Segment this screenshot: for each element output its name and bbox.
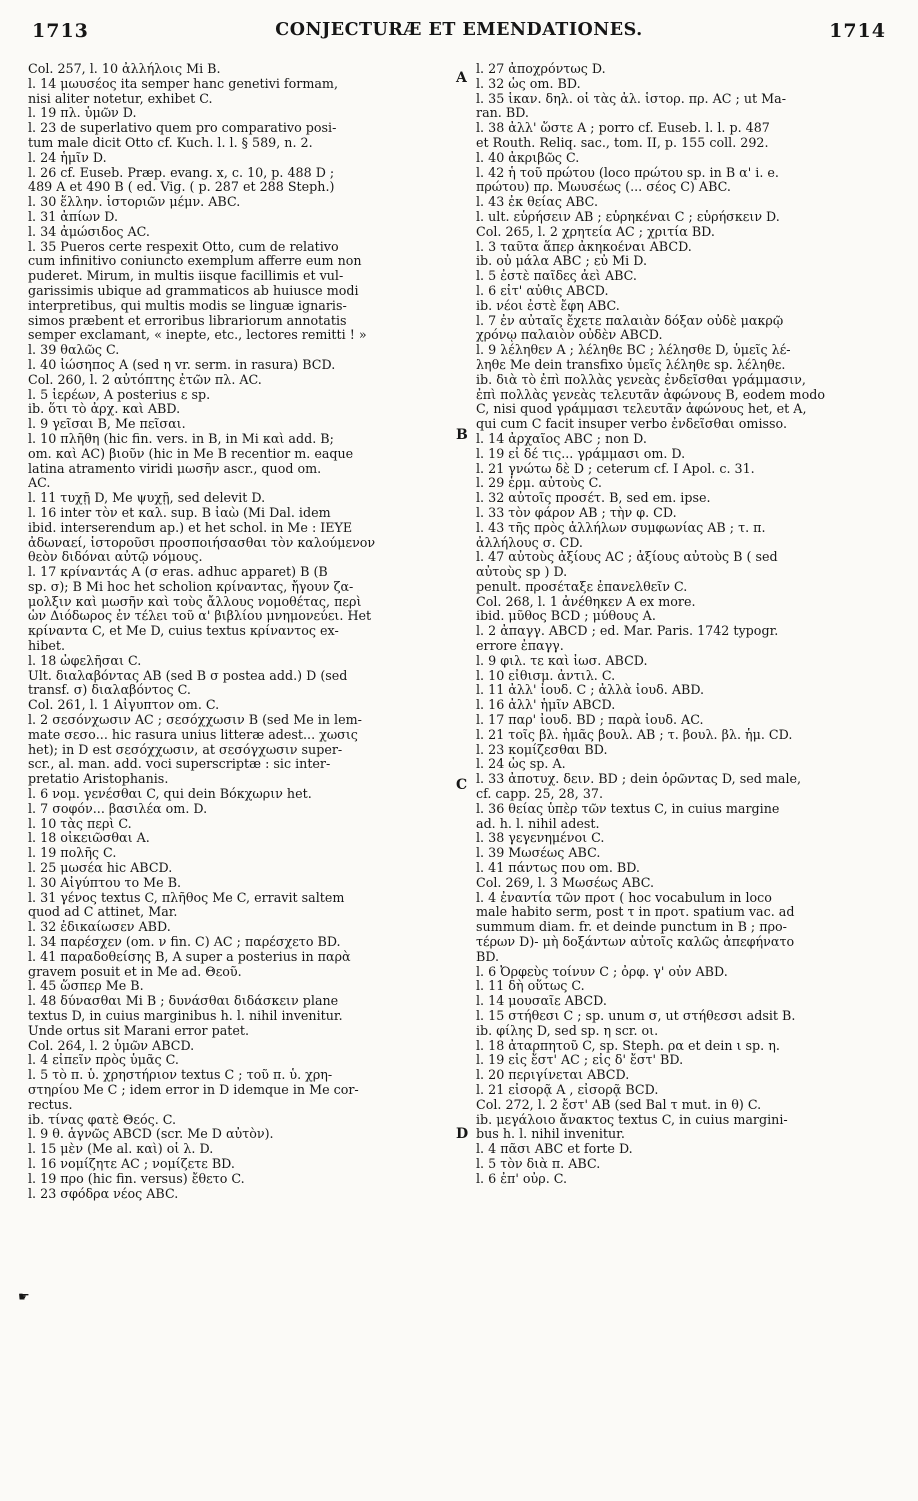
right-column-line: male habito serm, post τ in προτ. spatium vac. ad — [476, 905, 795, 920]
right-column-line: l. 16 ἀλλ' ἡμῖν ABCD. — [476, 698, 616, 713]
right-column-line: Col. 269, l. 3 Μωσέως ABC. — [476, 875, 655, 890]
left-column-line: textus D, in cuius marginibus h. l. nihil invenitur. — [28, 1009, 343, 1023]
right-column-line: πρώτου) πρ. Μωυσέως (... σέος C) ABC. — [476, 180, 731, 195]
right-column-line: χρόνῳ παλαιὸν οὐδὲν ABCD. — [476, 328, 663, 343]
right-column-line: et Routh. Reliq. sac., tom. II, p. 155 coll. 292. — [476, 135, 769, 150]
left-column-line: l. 9 θ. ἁγνῶς ABCD (scr. Me D αὐτὸν). — [28, 1127, 274, 1142]
right-column-line: l. 14 ἀρχαῖος ABC ; non D. — [476, 431, 647, 446]
right-column-line: l. 7 ἐν αὐταῖς ἔχετε παλαιὰν δόξαν οὐδὲ μακρῷ — [476, 313, 784, 328]
left-column-line: l. 11 τυχῇ D, Me ψυχῇ, sed delevit D. — [28, 491, 266, 506]
right-column-line: l. 17 παρ' ἰουδ. BD ; παρὰ ἰουδ. AC. — [476, 713, 704, 728]
right-column-line: l. 40 ἀκριβῶς C. — [476, 150, 580, 165]
left-column-line: Ult. διαλαβόντας AB (sed B σ postea add.) D (sed — [28, 668, 348, 683]
right-column-line: summum diam. fr. et deinde punctum in B ; προ- — [476, 920, 787, 935]
right-column-line: l. 32 αὐτοῖς προσέτ. B, sed em. ipse. — [476, 491, 711, 506]
left-text-column — [28, 62, 454, 1201]
right-column-line: l. 36 θείας ὑπὲρ τῶν textus C, in cuius margine — [476, 801, 780, 816]
left-column-line: gravem posuit et in Me ad. Θεοῦ. — [28, 964, 242, 979]
right-column-line: l. 18 ἀταρπητοῦ C, sp. Steph. ρα et dein ι sp. η. — [476, 1038, 780, 1053]
left-column-line: l. 45 ὥσπερ Me B. — [28, 979, 144, 994]
left-column-line: l. 9 γεῖσαι B, Me πεῖσαι. — [28, 417, 186, 432]
left-column-line: l. 19 πολῆς C. — [28, 846, 117, 861]
right-column-line: Col. 265, l. 2 χρητεία AC ; χριτία BD. — [476, 224, 715, 239]
right-column-line: errore ἐπαγγ. — [476, 639, 564, 654]
left-column-line: ibid. interserendum ap.) et het schol. in Me : ΙΕΥΕ — [28, 520, 353, 535]
right-column-line: l. 33 ἀποτυχ. δειν. BD ; dein ὁρῶντας D, sed male, — [476, 772, 802, 787]
left-column-line: l. 16 νομίζητε AC ; νομίζετε BD. — [28, 1156, 235, 1171]
page-number-left: 1713 — [32, 20, 89, 42]
right-column-line: l. 20 περιγίνεται ABCD. — [476, 1068, 630, 1083]
left-column-line: interpretibus, qui multis modis se linguæ ignaris- — [28, 298, 347, 313]
left-column-line: l. 40 ἰώσηπος A (sed η vr. serm. in rasura) BCD. — [28, 357, 336, 372]
right-column-line: l. 32 ὡς om. BD. — [476, 76, 581, 91]
right-column-line: ληθε Me dein transfixo ὑμεῖς λέληθε sp. λέληθε. — [476, 357, 786, 372]
right-column-line: l. 5 ἐστὲ παῖδες ἀεὶ ABC. — [476, 269, 637, 284]
left-column-line: Col. 260, l. 2 αὐτόπτης ἐτῶν πλ. AC. — [28, 372, 262, 387]
right-column-line: l. 6 ἐπ' οὐρ. C. — [476, 1171, 568, 1186]
right-column-line: l. 39 Μωσέως ABC. — [476, 846, 601, 861]
right-column-line: l. 15 στήθεσι C ; sp. unum σ, ut στήθεσσι adsit B. — [476, 1009, 796, 1023]
right-column-line: τέρων D)- μὴ δοξάντων αὐτοῖς καλῶς ἀπεφήνατο — [476, 935, 795, 950]
left-column-line: cum infinitivo coniuncto exemplum afferre eum non — [28, 254, 362, 269]
left-column-line: l. 6 νομ. γενέσθαι C, qui dein Βόκχωριν het. — [28, 787, 312, 802]
left-column-line: puderet. Mirum, in multis iisque facillimis et vul- — [28, 269, 344, 284]
left-column-line: l. 34 παρέσχεν (om. ν fin. C) AC ; παρέσχετο BD. — [28, 935, 341, 950]
left-column-line: l. 31 ἀπίων D. — [28, 209, 119, 224]
pointing-hand-icon: ☛ — [18, 1290, 30, 1305]
margin-letter-a: A — [456, 70, 467, 86]
left-column-line: l. 10 τὰς περὶ C. — [28, 816, 132, 831]
left-column-line: στηρίου Me C ; idem error in D idemque in Me cor- — [28, 1082, 359, 1097]
right-column-line: l. 9 λέληθεν A ; λέληθε BC ; λέλησθε D, ὑμεῖς λέ- — [476, 343, 791, 358]
left-column-line: latina atramento viridi μωσῆν ascr., quod om. — [28, 461, 322, 476]
right-column-line: l. 4 πᾶσι ABC et forte D. — [476, 1142, 633, 1157]
left-column-line: l. 17 κρίναντάς A (σ eras. adhuc apparet) B (B — [28, 565, 328, 580]
right-column-line: ἐπὶ πολλὰς γενεὰς τελευτᾶν ἀφώνους B, eodem modo — [476, 387, 825, 402]
left-column-line: l. 24 ἡμῖν D. — [28, 150, 107, 165]
right-column-line: l. 24 ὡς sp. A. — [476, 757, 566, 772]
left-column-line: het); in D est σεσόχχωσιν, at σεσόγχωσιν super- — [28, 742, 343, 757]
right-column-line: l. 38 ἀλλ' ὥστε A ; porro cf. Euseb. l. l. p. 487 — [476, 121, 770, 136]
right-column-line: l. 41 πάντως που om. BD. — [476, 861, 640, 876]
left-column-line: l. 35 Pueros certe respexit Otto, cum de relativo — [28, 239, 339, 254]
right-column-line: l. 2 ἀπαγγ. ABCD ; ed. Mar. Paris. 1742 typogr. — [476, 624, 779, 639]
right-column-line: cf. capp. 25, 28, 37. — [476, 787, 603, 802]
right-column-line: ἀλλήλους σ. CD. — [476, 535, 583, 550]
left-column-line: l. 15 μὲν (Me al. καὶ) οἱ λ. D. — [28, 1142, 214, 1157]
left-column-line: Unde ortus sit Marani error patet. — [28, 1023, 249, 1038]
right-column-line: l. 6 εἶτ' αὖθις ABCD. — [476, 283, 609, 298]
left-column-line: l. 7 σοφόν... βασιλέα om. D. — [28, 801, 208, 816]
left-column-line: quod ad C attinet, Mar. — [28, 905, 178, 920]
left-column-line: sp. σ); B Mi hoc het scholion κρίναντας, ἤγουν ζα- — [28, 579, 354, 594]
margin-letter-b: B — [456, 427, 468, 443]
left-column-line: l. 41 παραδοθείσης B, A super a posterius in παρὰ — [28, 949, 351, 964]
left-column-line: l. 16 inter τὸν et καλ. sup. B ἰαὼ (Mi Dal. idem — [28, 505, 331, 520]
margin-letter-c: C — [456, 777, 468, 793]
right-column-line: ib. μεγάλοιο ἄνακτος textus C, in cuius margini- — [476, 1112, 788, 1127]
right-column-line: ib. οὐ μάλα ABC ; εὖ Mi D. — [476, 254, 648, 269]
left-column-line: l. 19 προ (hic fin. versus) ἔθετο C. — [28, 1171, 245, 1186]
left-column-line: ἀδωναεί, ἱστοροῦσι προσποιήσασθαι τὸν καλούμενον — [28, 535, 376, 550]
right-column-line: l. 11 δὴ οὕτως C. — [476, 979, 585, 994]
left-column-line: l. 31 γένος textus C, πλῆθος Me C, erravit saltem — [28, 890, 345, 905]
left-column-line: l. 26 cf. Euseb. Præp. evang. x, c. 10, p. 488 D ; — [28, 165, 335, 180]
running-title: CONJECTURÆ ET EMENDATIONES. — [275, 20, 643, 40]
right-column-line: l. 14 μουσαῖε ABCD. — [476, 994, 607, 1009]
right-column-line: l. 4 ἐναντία τῶν προτ ( hoc vocabulum in loco — [476, 890, 772, 905]
page-number-right: 1714 — [829, 20, 886, 42]
left-column-line: ib. τίνας φατὲ Θεός. C. — [28, 1112, 177, 1127]
left-column-line: AC. — [28, 476, 51, 491]
left-column-line: l. 39 θαλῶς C. — [28, 343, 120, 358]
left-column-line: ib. ὅτι τὸ ἀρχ. καὶ ABD. — [28, 402, 181, 417]
right-column-line: l. 43 τῆς πρὸς ἀλλήλων συμφωνίας AB ; τ. π. — [476, 520, 766, 535]
left-column-line: l. 19 πλ. ὑμῶν D. — [28, 106, 137, 121]
left-column-line: nisi aliter notetur, exhibet C. — [28, 91, 213, 106]
left-column-line: μολξιν καὶ μωσῆν καὶ τοὺς ἄλλους νομοθέτας, περὶ — [28, 594, 362, 609]
left-column-line: l. 5 ἱερέων, A posterius ε sp. — [28, 387, 211, 402]
right-column-line: C, nisi quod γράμμασι τελευτᾶν ἀφώνους het, et A, — [476, 402, 807, 417]
right-column-line: l. 11 ἀλλ' ἰουδ. C ; ἀλλὰ ἰουδ. ABD. — [476, 683, 705, 698]
right-column-line: Col. 272, l. 2 ἔστ' AB (sed Bal τ mut. in θ) C. — [476, 1097, 762, 1112]
right-column-line: ib. διὰ τὸ ἐπὶ πολλὰς γενεὰς ἐνδεῖσθαι γράμμασιν, — [476, 372, 806, 387]
left-column-line: l. 48 δύνασθαι Mi B ; δυνάσθαι διδάσκειν plane — [28, 994, 339, 1009]
left-column-line: om. καὶ AC) βιοῦν (hic in Me B recentior m. eaque — [28, 446, 354, 461]
left-column-line: semper exclamant, « inepte, etc., lectores remitti ! » — [28, 328, 367, 343]
right-column-line: l. 19 εἰ δέ τις... γράμμασι om. D. — [476, 446, 686, 461]
right-column-line: ad. h. l. nihil adest. — [476, 816, 600, 831]
right-column-line: l. 47 αὐτοὺς ἀξίους AC ; ἀξίους αὐτοὺς B ( sed — [476, 550, 778, 565]
margin-letter-d: D — [456, 1126, 469, 1142]
right-column-line: l. 5 τὸν διὰ π. ABC. — [476, 1156, 601, 1171]
left-column-line: transf. σ) διαλαβόντος C. — [28, 683, 191, 698]
left-column-line: l. 18 ὠφελῆσαι C. — [28, 653, 142, 668]
right-column-line: bus h. l. nihil invenitur. — [476, 1127, 625, 1142]
right-column-line: l. 10 εἰθισμ. ἀντιλ. C. — [476, 668, 616, 683]
left-column-line: l. 23 de superlativo quem pro comparativo posi- — [28, 121, 337, 136]
left-column-line: l. 32 ἐδικαίωσεν ABD. — [28, 920, 171, 935]
right-column-line: l. 38 γεγενημένοι C. — [476, 831, 605, 846]
right-column-line: l. 33 τὸν φάρον AB ; τὴν φ. CD. — [476, 505, 677, 520]
right-column-line: l. 6 Ὀρφεὺς τοίνυν C ; ὀρφ. γ' οὖν ABD. — [476, 964, 728, 979]
left-column-line: garissimis ubique ad grammaticos ab huiusce modi — [28, 283, 359, 298]
right-column-line: ib. φίλης D, sed sp. η scr. οι. — [476, 1023, 659, 1038]
right-column-line: l. 21 εἰσορᾷ A , εἰσορᾷ BCD. — [476, 1082, 659, 1097]
right-text-column — [476, 62, 886, 1187]
right-column-line: l. 19 εἰς ἔστ' AC ; εἰς δ' ἔστ' BD. — [476, 1053, 684, 1068]
left-column-line: l. 5 τὸ π. ὑ. χρηστήριον textus C ; τοῦ π. ὑ. χρη- — [28, 1068, 333, 1083]
left-column-line: rectus. — [28, 1097, 73, 1112]
right-column-line: l. 21 τοῖς βλ. ἡμᾶς βουλ. AB ; τ. βουλ. βλ. ἡμ. CD. — [476, 727, 793, 742]
right-column-line: l. 3 ταῦτα ἅπερ ἀκηκοέναι ABCD. — [476, 239, 692, 254]
right-column-line: l. 21 γνώτω δὲ D ; ceterum cf. I Apol. c. 31. — [476, 461, 755, 476]
right-column-line: qui cum C facit insuper verbo ἐνδεῖσθαι omisso. — [476, 417, 787, 432]
running-header — [0, 18, 918, 48]
left-column-line: ὧν Διόδωρος ἐν τέλει τοῦ α' βιβλίου μνημονεύει. Het — [28, 609, 372, 624]
right-column-line: penult. προσέταξε ἐπανελθεῖν C. — [476, 579, 688, 594]
right-column-line: Col. 268, l. 1 ἀνέθηκεν A ex more. — [476, 594, 696, 609]
left-column-line: l. 18 οἰκειῶσθαι A. — [28, 831, 150, 846]
left-column-line: l. 10 πλῆθη (hic fin. vers. in B, in Mi καὶ add. B; — [28, 431, 334, 446]
right-column-line: ibid. μῦθος BCD ; μύθους A. — [476, 609, 656, 624]
left-column-line: l. 30 ἕλλην. ἱστοριῶν μέμν. ABC. — [28, 195, 241, 210]
left-column-line: l. 25 μωσέα hic ABCD. — [28, 861, 173, 876]
left-column-line: 489 A et 490 B ( ed. Vig. ( p. 287 et 288 Steph.) — [28, 180, 335, 195]
left-column-line: l. 4 εἰπεῖν πρὸς ὑμᾶς C. — [28, 1053, 179, 1068]
left-column-line: l. 23 σφόδρα νέος ABC. — [28, 1186, 179, 1201]
left-column-line: mate σεσο... hic rasura unius litteræ adest... χωσις — [28, 727, 358, 742]
left-column-line: l. 30 Αἰγύπτου το Me B. — [28, 875, 182, 890]
left-column-line: tum male dicit Otto cf. Kuch. l. l. § 589, n. 2. — [28, 135, 313, 150]
left-column-line: l. 34 ἀμώσιδος AC. — [28, 224, 150, 239]
right-column-line: l. 27 ἀποχρόντως D. — [476, 62, 606, 76]
left-column-line: Col. 264, l. 2 ὑμῶν ABCD. — [28, 1038, 195, 1053]
right-column-line: l. 9 φιλ. τε καὶ ἰωσ. ABCD. — [476, 653, 648, 668]
right-column-line: l. 23 κομίζεσθαι BD. — [476, 742, 608, 757]
left-column-line: simos præbent et erroribus librariorum annotatis — [28, 313, 347, 328]
right-column-line: l. 29 ἑρμ. αὐτοὺς C. — [476, 476, 602, 491]
left-column-line: scr., al. man. add. voci superscriptæ : sic inter- — [28, 757, 331, 772]
right-column-line: BD. — [476, 949, 500, 964]
right-column-line: l. 43 ἐκ θείας ABC. — [476, 195, 598, 210]
right-column-line: l. 42 ἡ τοῦ πρώτου (loco πρώτου sp. in B α' i. e. — [476, 165, 779, 180]
left-column-line: θεὸν διδόναι αὐτῷ νόμους. — [28, 550, 203, 565]
right-column-line: ib. νέοι ἐστὲ ἔφη ABC. — [476, 298, 620, 313]
right-column-line: l. ult. εὑρήσειν AB ; εὑρηκέναι C ; εὑρήσκειν D. — [476, 209, 780, 224]
left-column-line: Col. 261, l. 1 Αἰγυπτον om. C. — [28, 698, 220, 713]
left-column-line: Col. 257, l. 10 ἀλλήλοις Mi B. — [28, 62, 221, 76]
right-column-line: ran. BD. — [476, 106, 529, 121]
right-column-line: αὐτοὺς sp ) D. — [476, 565, 568, 580]
left-column-line: l. 2 σεσόνχωσιν AC ; σεσόχχωσιν B (sed Me in lem- — [28, 713, 362, 728]
left-column-line: l. 14 μωυσέος ita semper hanc genetivi formam, — [28, 76, 338, 91]
left-column-line: pretatio Aristophanis. — [28, 772, 169, 787]
left-column-line: κρίναντα C, et Me D, cuius textus κρίναντος ex- — [28, 624, 339, 639]
right-column-line: l. 35 ἱκαν. δηλ. οἱ τὰς ἀλ. ἱστορ. πρ. AC ; ut Ma- — [476, 91, 786, 106]
left-column-line: hibet. — [28, 639, 65, 654]
